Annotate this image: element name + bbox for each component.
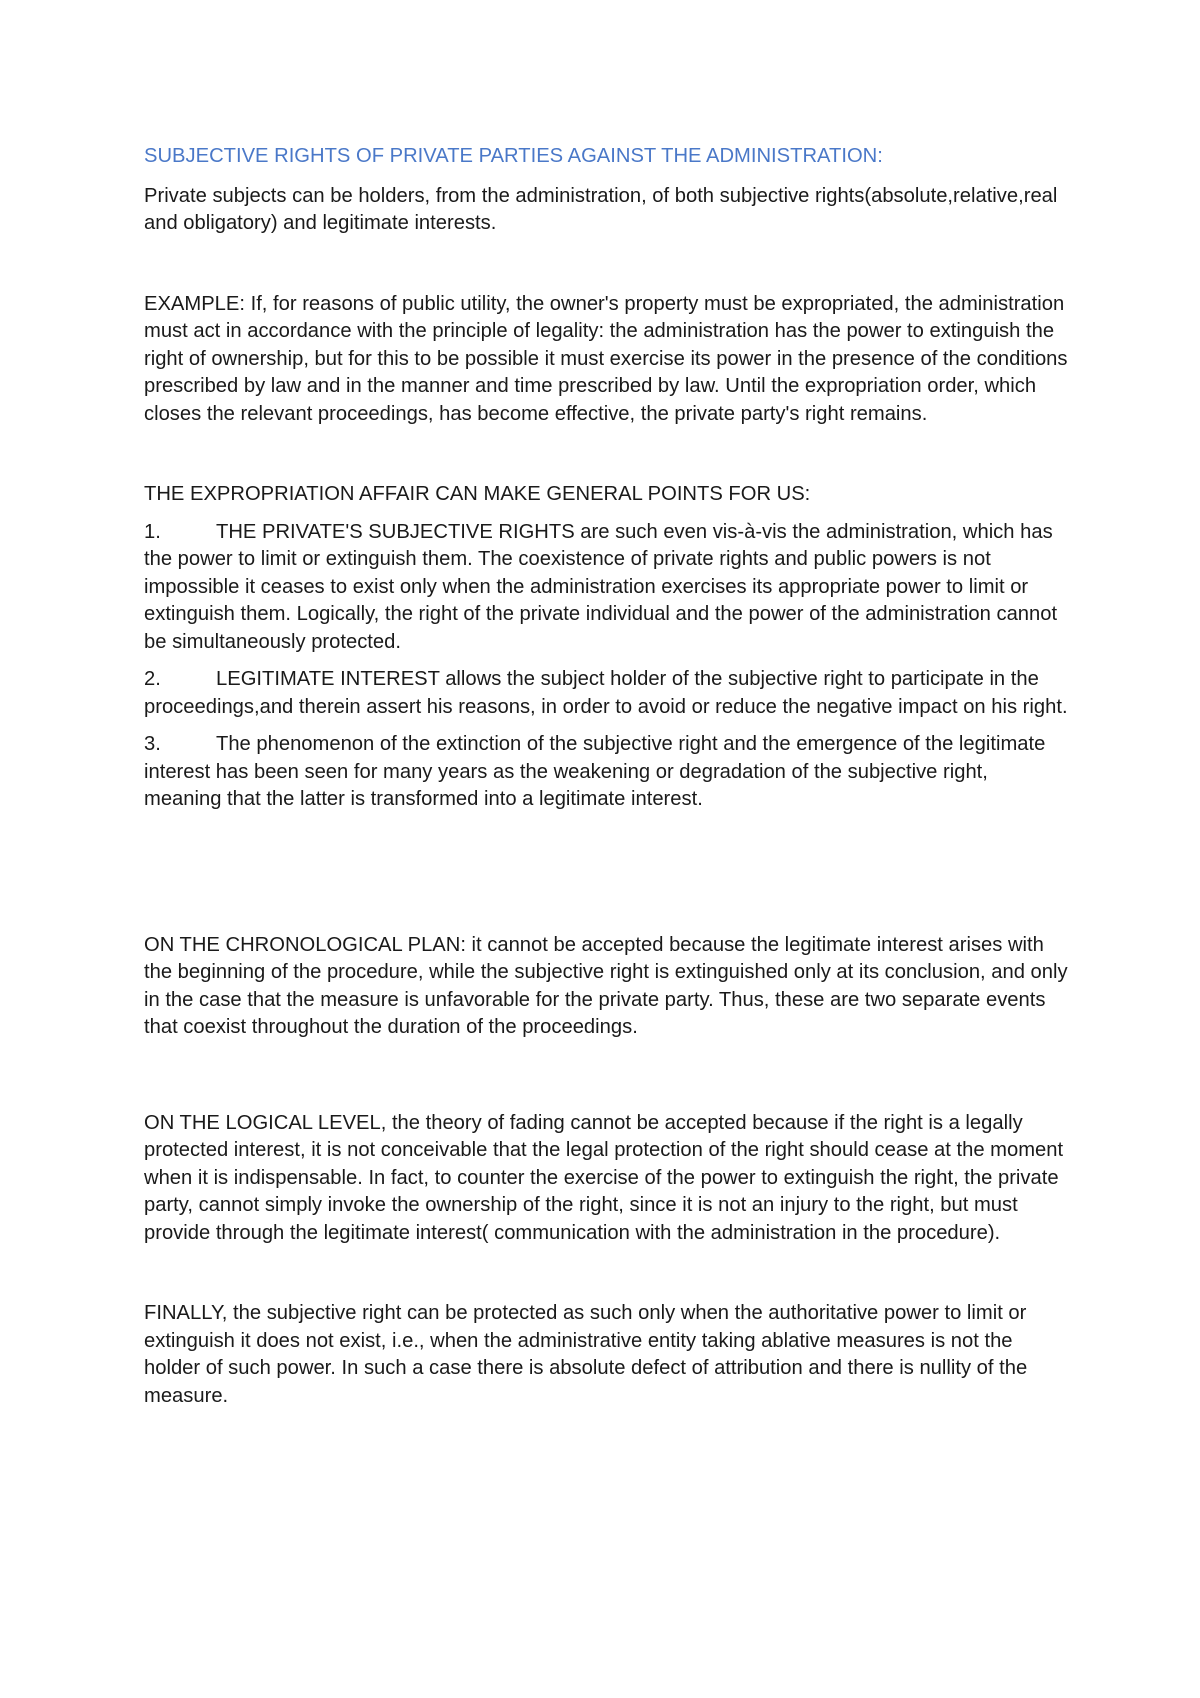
list-item-text: THE PRIVATE'S SUBJECTIVE RIGHTS are such even vis-à-vis the administration, which has the power to limit or extinguish them. The coexistence of private rights and public powers is not impossible it ceases to exist only when the administration exercises its appropriate power to limit or extinguish them. Logically, the right of the private individual and the power of the administration cannot be simultaneously protected. [144, 520, 1058, 653]
logical-paragraph: ON THE LOGICAL LEVEL, the theory of fading cannot be accepted because if the right is a legally protected interest, it is not conceivable that the legal protection of the right should cease at the moment when it is indispensable. In fact, to counter the exercise of the power to extinguish the right, the private party, cannot simply invoke the ownership of the right, since it is not an injury to the right, but must provide through the legitimate interest( communication with the administration in the procedure). [144, 1111, 1064, 1244]
list-item-number: 3. [144, 733, 161, 755]
example-paragraph: EXAMPLE: If, for reasons of public utility, the owner's property must be expropriated, the administration must act in accordance with the principle of legality: the administration has the power to extinguish the right of ownership, but for this to be possible it must exercise its power in the presence of the conditions prescribed by law and in the manner and time prescribed by law. Until the expropriation order, which closes the relevant proceedings, has become effective, the private party's right remains. [144, 292, 1068, 425]
list-item [144, 666, 1068, 721]
list-item [144, 519, 1068, 657]
points-heading: THE EXPROPRIATION AFFAIR CAN MAKE GENERAL POINTS FOR US: [144, 483, 811, 505]
intro-paragraph: Private subjects can be holders, from the administration, of both subjective rights(absolute,relative,real and obligatory) and legitimate interests. [144, 184, 1058, 234]
list-item-text: The phenomenon of the extinction of the subjective right and the emergence of the legitimate interest has been seen for many years as the weakening or degradation of the subjective right, meaning that the latter is transformed into a legitimate interest. [144, 733, 1046, 810]
list-item [144, 731, 1068, 814]
list-item-text: LEGITIMATE INTEREST allows the subject holder of the subjective right to participate in the proceedings,and therein assert his reasons, in order to avoid or reduce the negative impact on his right. [144, 668, 1068, 718]
list-item-number: 2. [144, 668, 161, 690]
document-title: SUBJECTIVE RIGHTS OF PRIVATE PARTIES AGAINST THE ADMINISTRATION: [144, 145, 883, 167]
chronological-paragraph: ON THE CHRONOLOGICAL PLAN: it cannot be accepted because the legitimate interest arises with the beginning of the procedure, while the subjective right is extinguished only at its conclusion, and only in the case that the measure is unfavorable for the private party. Thus, these are two separate events that coexist throughout the duration of the proceedings. [144, 933, 1068, 1038]
document-body [144, 143, 1068, 1410]
list-item-number: 1. [144, 520, 161, 543]
finally-paragraph: FINALLY, the subjective right can be protected as such only when the authoritative power to limit or extinguish it does not exist, i.e., when the administrative entity taking ablative measures is not the holder of such power. In such a case there is absolute defect of attribution and there is nullity of the measure. [144, 1302, 1028, 1407]
